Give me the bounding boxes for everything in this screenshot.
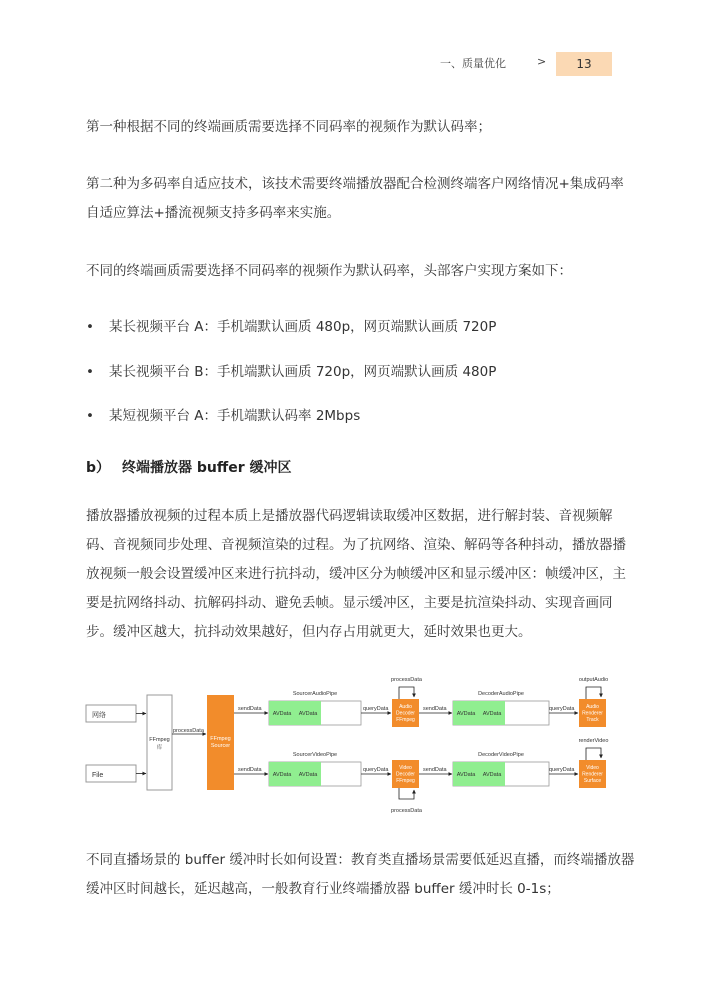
sourcer-video-pipe-label: SourcerVideoPipe bbox=[292, 752, 338, 758]
player-pipeline-diagram bbox=[80, 668, 620, 824]
video-decoder-label-line2: Decoder bbox=[396, 771, 415, 778]
query-data-label: queryData bbox=[549, 706, 575, 712]
header-separator: > bbox=[537, 55, 547, 68]
paragraph-client-solutions: 不同的终端画质需要选择不同码率的视频作为默认码率，头部客户实现方案如下： bbox=[86, 263, 572, 279]
audio-renderer-label-line2: Renderer bbox=[582, 710, 603, 717]
paragraph-default-bitrate: 第一种根据不同的终端画质需要选择不同码率的视频作为默认码率； bbox=[86, 119, 491, 135]
bullet-marker: • bbox=[86, 364, 94, 380]
av-data-label: AVData bbox=[482, 772, 502, 778]
send-data-label: sendData bbox=[238, 706, 262, 712]
av-data-label: AVData bbox=[482, 711, 502, 717]
video-renderer-label-line2: Renderer bbox=[582, 771, 603, 778]
query-data-label: queryData bbox=[549, 767, 575, 773]
audio-decoder-label-line1: Audio bbox=[399, 704, 412, 710]
video-decoder-label-line1: Video bbox=[399, 765, 412, 771]
output-audio-loop-arrow bbox=[586, 687, 601, 699]
process-data-loop-arrow bbox=[399, 788, 414, 799]
send-data-label: sendData bbox=[423, 767, 447, 773]
network-source-label: 网络 bbox=[92, 712, 106, 719]
render-video-loop-arrow bbox=[586, 748, 601, 760]
query-data-label: queryData bbox=[363, 767, 389, 773]
video-renderer-label-line3: Surface bbox=[583, 778, 602, 784]
output-audio-label: outputAudio bbox=[578, 677, 609, 683]
av-data-label: AVData bbox=[272, 772, 292, 778]
ffmpeg-sourcer-label-line2: Sourcer bbox=[210, 743, 231, 749]
audio-renderer-label-line1: Audio bbox=[586, 704, 599, 710]
paragraph-buffer-duration: 不同直播场景的 buffer 缓冲时长如何设置：教育类直播场景需要低延迟直播，而终端播放器缓冲区时间越长，延迟越高，一般教育行业终端播放器 buffer 缓冲时长 0-1s； bbox=[86, 852, 635, 897]
av-data-label: AVData bbox=[298, 772, 318, 778]
paragraph-adaptive-bitrate: 第二种为多码率自适应技术，该技术需要终端播放器配合检测终端客户网络情况+集成码率自适应算法+播流视频支持多码率来实施。 bbox=[86, 176, 624, 221]
paragraph-buffer-explanation: 播放器播放视频的过程本质上是播放器代码逻辑读取缓冲区数据，进行解封装、音视频解码、音视频同步处理、音视频渲染的过程。为了抗网络、渲染、解码等各种抖动，播放器播放视频一般会设置缓冲区来进行抗抖动，缓冲区分为帧缓冲区和显示缓冲区：帧缓冲区，主要是抗网络抖动、抗解码抖动、避免丢帧。显示缓冲区，主要是抗渲染抖动、实现音画同步。缓冲区越大，抗抖动效果越好，但内存占用就更大，延时效果也更大。 bbox=[86, 508, 626, 640]
process-data-label: processData bbox=[391, 808, 422, 814]
ffmpeg-library-label-line1: FFmpeg bbox=[149, 737, 170, 743]
video-renderer-label-line1: Video bbox=[586, 765, 599, 771]
send-data-label: sendData bbox=[238, 767, 262, 773]
sourcer-audio-pipe-label: SourcerAudioPipe bbox=[292, 691, 338, 697]
audio-decoder-label-line2: Decoder bbox=[396, 710, 415, 717]
section-heading bbox=[86, 457, 292, 477]
bullet-text: 某长视频平台 A：手机端默认画质 480p，网页端默认画质 720P bbox=[109, 319, 497, 335]
header-section-title: 一、质量优化 bbox=[440, 57, 506, 70]
process-data-label: processData bbox=[173, 728, 204, 734]
av-data-label: AVData bbox=[456, 772, 476, 778]
section-heading-title: 终端播放器 buffer 缓冲区 bbox=[122, 460, 292, 476]
av-data-label: AVData bbox=[298, 711, 318, 717]
ffmpeg-sourcer-label-line1: FFmpeg bbox=[210, 736, 231, 742]
av-data-label: AVData bbox=[272, 711, 292, 717]
audio-renderer-label-line3: Track bbox=[586, 717, 599, 723]
video-decoder-label-line3: FFmpeg bbox=[396, 778, 415, 784]
decoder-audio-pipe-label: DecoderAudioPipe bbox=[478, 691, 524, 697]
section-heading-number: b） bbox=[86, 460, 111, 476]
page-number: 13 bbox=[556, 52, 612, 76]
ffmpeg-library-label-line2: 库 bbox=[156, 745, 163, 751]
bullet-text: 某长视频平台 B：手机端默认画质 720p，网页端默认画质 480P bbox=[109, 364, 497, 380]
send-data-label: sendData bbox=[423, 706, 447, 712]
audio-decoder-label-line3: FFmpeg bbox=[396, 717, 415, 723]
query-data-label: queryData bbox=[363, 706, 389, 712]
render-video-label: renderVideo bbox=[578, 738, 609, 744]
process-data-label: processData bbox=[391, 677, 422, 683]
av-data-label: AVData bbox=[456, 711, 476, 717]
bullet-marker: • bbox=[86, 408, 94, 424]
decoder-video-pipe-label: DecoderVideoPipe bbox=[478, 752, 524, 758]
bullet-marker: • bbox=[86, 319, 94, 335]
file-source-label: File bbox=[92, 772, 104, 779]
process-data-loop-arrow bbox=[399, 687, 414, 699]
bullet-text: 某短视频平台 A：手机端默认码率 2Mbps bbox=[109, 408, 361, 424]
